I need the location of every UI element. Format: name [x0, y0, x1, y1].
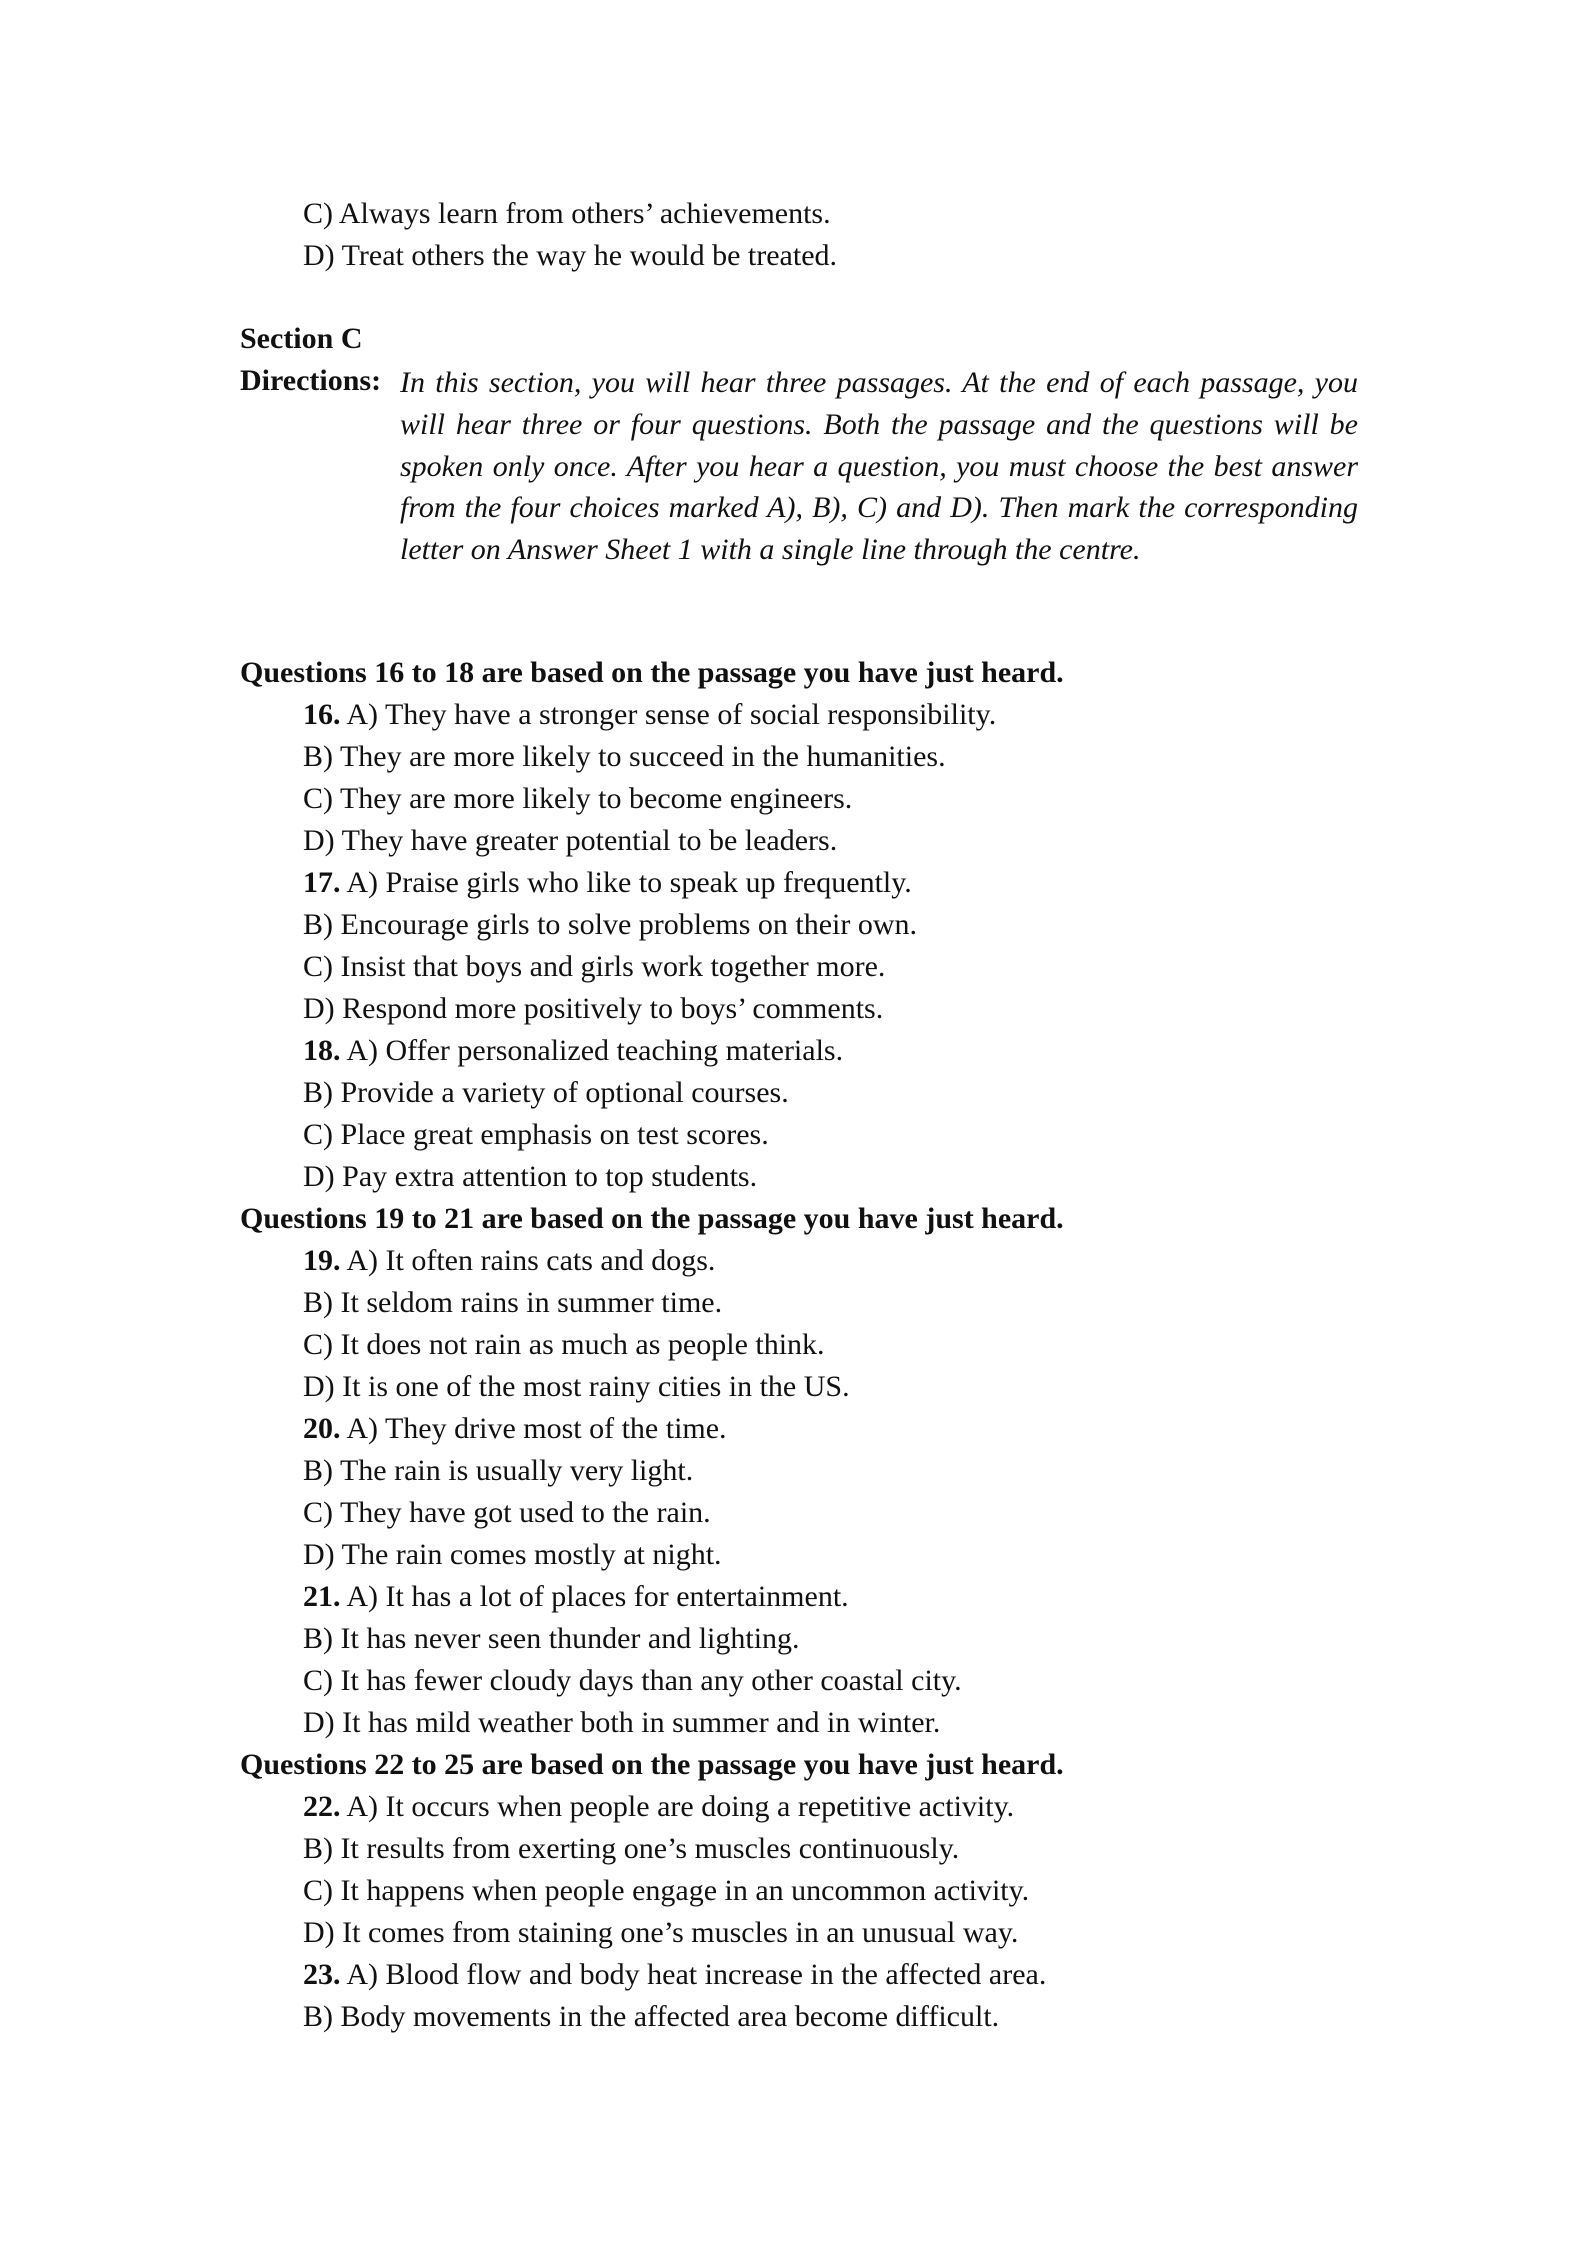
question-number: 20.: [303, 1412, 341, 1445]
option-b: B) Provide a variety of optional courses.: [303, 1076, 789, 1109]
option-b: B) It has never seen thunder and lighting.: [303, 1622, 800, 1655]
option-line: C) Always learn from others’ achievements.: [303, 197, 831, 230]
option-b: B) The rain is usually very light.: [303, 1454, 694, 1487]
question-19: [303, 1244, 715, 1278]
option-a: A) They drive most of the time.: [346, 1412, 727, 1445]
section-title: Section C: [240, 322, 363, 355]
option-line: D) Treat others the way he would be treated.: [303, 239, 838, 272]
question-18: [303, 1034, 843, 1068]
option-a: A) Blood flow and body heat increase in the affected area.: [346, 1958, 1047, 1991]
option-a: A) Offer personalized teaching materials.: [346, 1034, 844, 1067]
option-a: A) They have a stronger sense of social responsibility.: [346, 698, 997, 731]
group-heading: Questions 16 to 18 are based on the passage you have just heard.: [240, 656, 1064, 689]
group-heading: Questions 19 to 21 are based on the passage you have just heard.: [240, 1202, 1064, 1235]
option-b: B) It seldom rains in summer time.: [303, 1286, 723, 1319]
option-c: C) They have got used to the rain.: [303, 1496, 711, 1529]
question-23: [303, 1958, 1046, 1992]
option-b: B) Body movements in the affected area become difficult.: [303, 2000, 1000, 2033]
group-heading: Questions 22 to 25 are based on the passage you have just heard.: [240, 1748, 1064, 1781]
option-c: C) It does not rain as much as people think.: [303, 1328, 825, 1361]
option-b: B) Encourage girls to solve problems on their own.: [303, 908, 918, 941]
question-21: [303, 1580, 849, 1614]
question-number: 16.: [303, 698, 341, 731]
question-20: [303, 1412, 727, 1446]
option-c: C) They are more likely to become engineers.: [303, 782, 853, 815]
option-d: D) Pay extra attention to top students.: [303, 1160, 758, 1193]
option-b: B) They are more likely to succeed in the humanities.: [303, 740, 946, 773]
option-d: D) It has mild weather both in summer and in winter.: [303, 1706, 941, 1739]
option-a: A) Praise girls who like to speak up frequently.: [346, 866, 912, 899]
directions-text: In this section, you will hear three passages. At the end of each passage, you will hear three or four questions. Both the passage and the questions will be spoken only once. After you hear a question, you must choose the best answer from the four choices marked A), B), C) and D). Then mark the corresponding letter on Answer Sheet 1 with a single line through the centre.: [400, 366, 1358, 567]
question-22: [303, 1790, 1014, 1824]
option-a: A) It occurs when people are doing a repetitive activity.: [346, 1790, 1015, 1823]
question-number: 17.: [303, 866, 341, 899]
option-d: D) It is one of the most rainy cities in the US.: [303, 1370, 850, 1403]
question-17: [303, 866, 912, 900]
option-c: C) It has fewer cloudy days than any other coastal city.: [303, 1664, 962, 1697]
option-c: C) Insist that boys and girls work together more.: [303, 950, 886, 983]
question-number: 22.: [303, 1790, 341, 1823]
option-b: B) It results from exerting one’s muscles continuously.: [303, 1832, 960, 1865]
option-d: D) It comes from staining one’s muscles in an unusual way.: [303, 1916, 1019, 1949]
option-d: D) The rain comes mostly at night.: [303, 1538, 722, 1571]
question-number: 18.: [303, 1034, 341, 1067]
question-16: [303, 698, 996, 732]
directions-label: Directions:: [240, 364, 382, 397]
option-d: D) Respond more positively to boys’ comments.: [303, 992, 884, 1025]
option-a: A) It often rains cats and dogs.: [346, 1244, 716, 1277]
option-c: C) Place great emphasis on test scores.: [303, 1118, 769, 1151]
question-number: 23.: [303, 1958, 341, 1991]
option-c: C) It happens when people engage in an uncommon activity.: [303, 1874, 1030, 1907]
question-number: 19.: [303, 1244, 341, 1277]
option-d: D) They have greater potential to be leaders.: [303, 824, 838, 857]
question-number: 21.: [303, 1580, 341, 1613]
option-a: A) It has a lot of places for entertainment.: [346, 1580, 849, 1613]
